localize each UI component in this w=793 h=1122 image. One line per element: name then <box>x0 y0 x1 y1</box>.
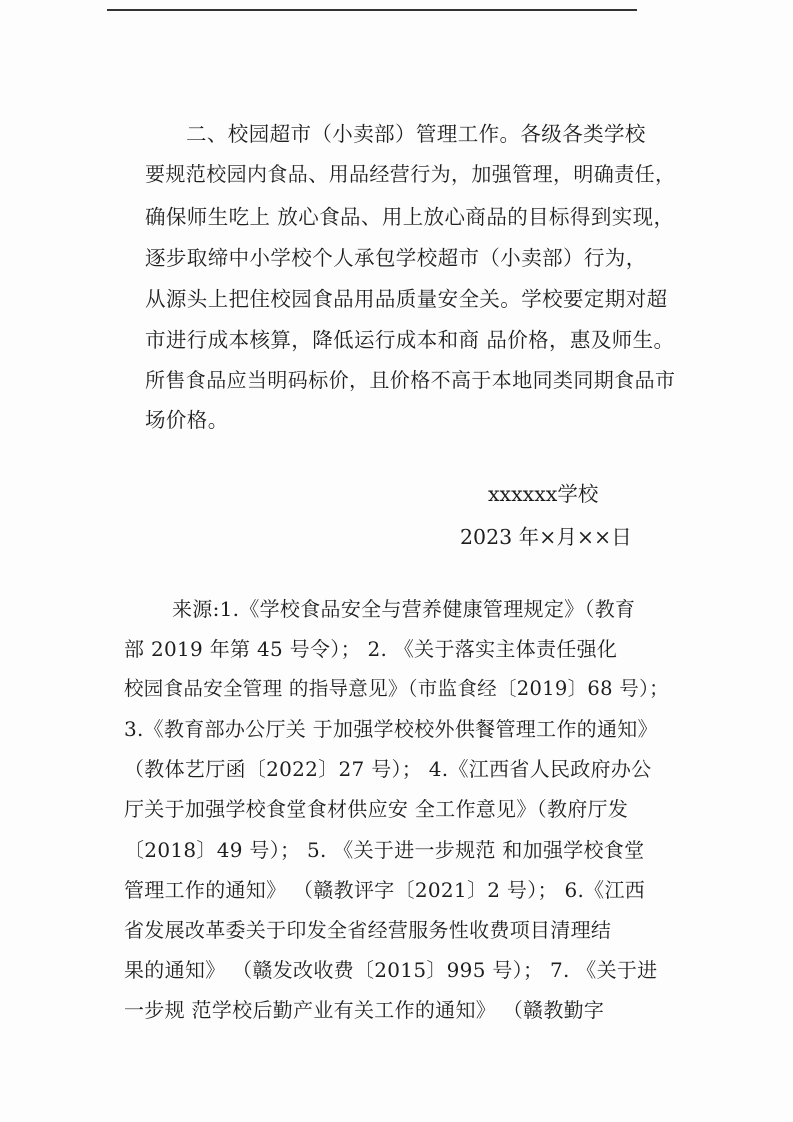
source-line: 部 2019 年第 45 号令）； 2. 《关于落实主体责任强化 <box>124 637 618 661</box>
top-divider-line <box>107 9 637 11</box>
source-line: （教体艺厅函〔2022〕27 号）； 4.《江西省人民政府办公 <box>124 757 652 781</box>
paragraph-line: 要规范校园内食品、用品经营行为，加强管理，明确责任， <box>145 162 676 186</box>
source-line: 管理工作的通知》 （赣教评字〔2021〕2 号）； 6.《江西 <box>124 878 646 902</box>
signature-date: 2023 年×月××日 <box>460 525 632 549</box>
paragraph-line: 从源头上把住校园食品用品质量安全关。学校要定期对超 <box>145 287 668 311</box>
source-line: 校园食品安全管理 的指导意见》（市监食经〔2019〕68 号）； <box>124 677 669 700</box>
paragraph-line: 二、校园超市（小卖部）管理工作。各级各类学校 <box>186 122 646 146</box>
source-line: 省发展改革委关于印发全省经营服务性收费项目清理结 <box>124 918 612 942</box>
paragraph-line: 所售食品应当明码标价，且价格不高于本地同类同期食品市 <box>145 368 676 392</box>
paragraph-line: 市进行成本核算，降低运行成本和商 品价格，惠及师生。 <box>145 328 675 352</box>
source-line: 一步规 范学校后勤产业有关工作的通知》 （赣教勤字 <box>124 998 605 1022</box>
paragraph-line: 场价格。 <box>145 408 229 432</box>
paragraph-line: 确保师生吃上 放心食品、用上放心商品的目标得到实现， <box>145 205 675 229</box>
paragraph-line: 逐步取缔中小学校个人承包学校超市（小卖部）行为， <box>145 246 647 270</box>
source-line: 果的通知》 （赣发改收费〔2015〕995 号）； 7. 《关于进 <box>124 958 658 982</box>
source-line: 3.《教育部办公厅关 于加强学校校外供餐管理工作的通知》 <box>124 717 658 741</box>
source-line: 厅关于加强学校食堂食材供应安 全工作意见》（教府厅发 <box>124 797 629 821</box>
source-line: 来源:1.《学校食品安全与营养健康管理规定》（教育 <box>172 597 636 621</box>
signature-school: xxxxxx学校 <box>488 482 599 506</box>
source-line: 〔2018〕49 号）； 5. 《关于进一步规范 和加强学校食堂 <box>124 838 645 862</box>
